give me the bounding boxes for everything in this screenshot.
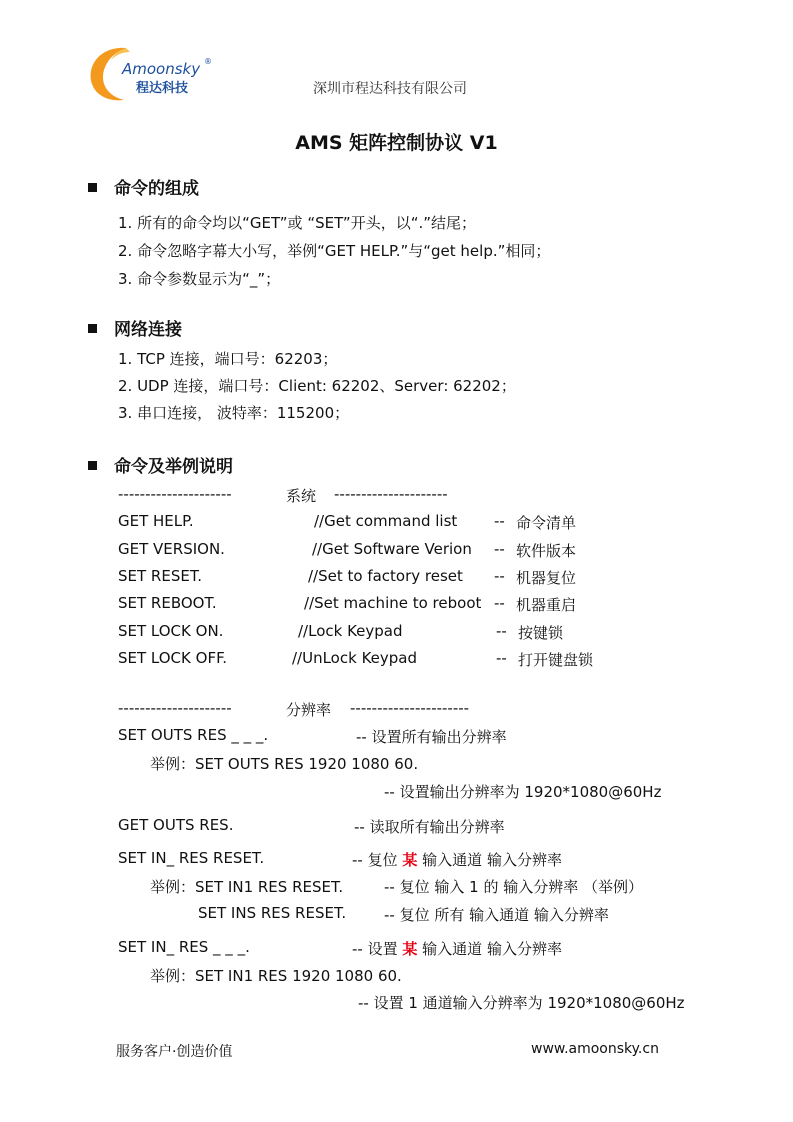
resolution-divider-left: ---------------------: [118, 699, 232, 717]
command-name: SET LOCK ON.: [118, 622, 224, 640]
command-example: SET INS RES RESET.: [198, 904, 347, 922]
command-desc: -- 设置所有输出分辨率: [356, 728, 507, 746]
bullet-square-icon: [88, 324, 97, 333]
logo-registered: ®: [204, 57, 212, 66]
command-example-desc: -- 复位 所有 输入通道 输入分辨率: [384, 906, 609, 924]
command-desc: 命令清单: [516, 514, 577, 532]
list-item: 2. UDP 连接，端口号：Client: 62202、Server: 62202；: [118, 377, 516, 395]
command-dash: --: [494, 594, 505, 612]
command-comment: //Set machine to reboot: [304, 594, 482, 612]
list-item: 3. 命令参数显示为“_”；: [118, 270, 281, 288]
resolution-label: 分辨率: [286, 701, 332, 719]
section-heading-composition: 命令的组成: [88, 174, 199, 199]
command-comment: //Get command list: [314, 512, 458, 530]
command-name: SET LOCK OFF.: [118, 649, 228, 667]
footer-slogan: 服务客户·创造价值: [116, 1044, 233, 1060]
command-dash: --: [496, 622, 507, 640]
highlight-some: 某: [402, 851, 418, 869]
command-comment: //Lock Keypad: [298, 622, 403, 640]
list-item: 2. 命令忽略字幕大小写，举例“GET HELP.”与“get help.”相同；: [118, 242, 551, 260]
highlight-some: 某: [402, 940, 418, 958]
command-desc: -- 设置 某 输入通道 输入分辨率: [352, 940, 562, 958]
resolution-divider-right: ----------------------: [350, 699, 470, 717]
logo-text: Amoonsky: [122, 60, 201, 78]
command-desc: -- 读取所有输出分辨率: [354, 818, 505, 836]
command-example: 举例：SET OUTS RES 1920 1080 60.: [150, 755, 419, 773]
system-divider-right: ---------------------: [334, 485, 448, 503]
moon-logo-icon: [86, 44, 221, 102]
section-heading-network: 网络连接: [88, 315, 182, 340]
command-comment: //Get Software Verion: [312, 540, 472, 558]
list-item: 1. TCP 连接，端口号：62203；: [118, 350, 338, 368]
command-example: 举例：SET IN1 RES RESET.: [150, 878, 344, 896]
system-divider-left: ---------------------: [118, 485, 232, 503]
command-desc: 打开键盘锁: [518, 651, 594, 669]
command-desc: 软件版本: [516, 542, 577, 560]
system-label: 系统: [286, 487, 317, 505]
command-dash: --: [494, 512, 505, 530]
footer-website: www.amoonsky.cn: [531, 1041, 659, 1057]
bullet-square-icon: [88, 461, 97, 470]
command-name: SET REBOOT.: [118, 594, 217, 612]
command-example: 举例：SET IN1 RES 1920 1080 60.: [150, 967, 402, 985]
list-item: 3. 串口连接， 波特率：115200；: [118, 404, 350, 422]
list-item: 1. 所有的命令均以“GET”或 “SET”开头，以“.”结尾；: [118, 214, 477, 232]
command-name: GET OUTS RES.: [118, 816, 234, 834]
command-desc: 按键锁: [518, 624, 564, 642]
page-title: AMS 矩阵控制协议 V1: [295, 132, 498, 154]
command-desc: 机器重启: [516, 596, 577, 614]
company-logo: [86, 44, 221, 102]
command-example-desc: -- 设置输出分辨率为 1920*1080@60Hz: [384, 783, 662, 801]
command-comment: //Set to factory reset: [308, 567, 463, 585]
command-dash: --: [496, 649, 507, 667]
command-desc: -- 复位 某 输入通道 输入分辨率: [352, 851, 562, 869]
logo-chinese: 程达科技: [136, 81, 189, 96]
command-desc: 机器复位: [516, 569, 577, 587]
section-heading-commands: 命令及举例说明: [88, 452, 233, 477]
company-name: 深圳市程达科技有限公司: [313, 81, 467, 97]
command-name: SET OUTS RES _ _ _.: [118, 726, 269, 744]
command-name: SET IN_ RES _ _ _.: [118, 938, 250, 956]
command-name: SET RESET.: [118, 567, 202, 585]
command-dash: --: [494, 567, 505, 585]
command-dash: --: [494, 540, 505, 558]
command-name: GET VERSION.: [118, 540, 225, 558]
command-example-desc: -- 设置 1 通道输入分辨率为 1920*1080@60Hz: [358, 994, 685, 1012]
command-example-desc: -- 复位 输入 1 的 输入分辨率 （举例）: [384, 878, 643, 896]
command-name: GET HELP.: [118, 512, 194, 530]
command-comment: //UnLock Keypad: [292, 649, 417, 667]
command-name: SET IN_ RES RESET.: [118, 849, 265, 867]
bullet-square-icon: [88, 183, 97, 192]
